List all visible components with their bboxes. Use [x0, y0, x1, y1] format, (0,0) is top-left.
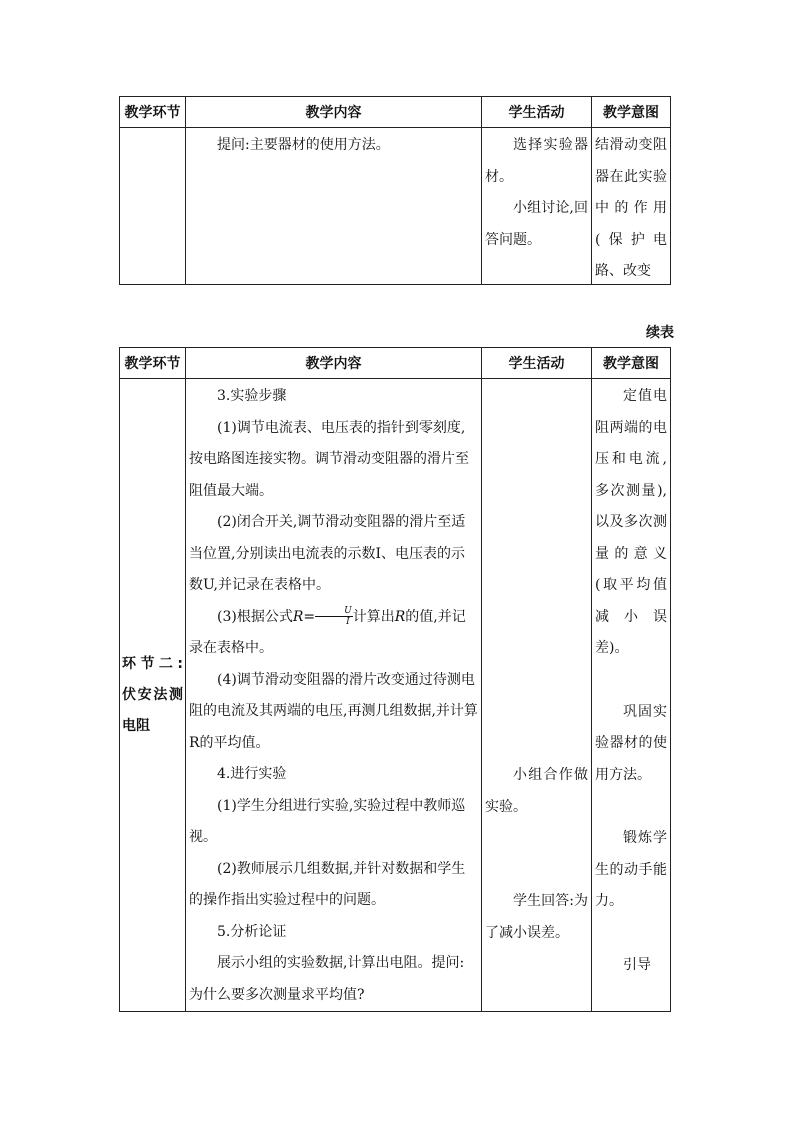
formula-var: R [292, 608, 304, 625]
intent-cell [592, 128, 671, 285]
formula-eq: = [303, 608, 316, 625]
header-student-activity: 学生活动 [482, 97, 592, 128]
student-paragraph: 小组合作做实验。 [485, 767, 588, 815]
continued-label: 续表 [646, 325, 674, 341]
content-step-3: 3.实验步骤 [217, 388, 287, 404]
header-content: 教学内容 [186, 348, 482, 379]
header-content: 教学内容 [186, 97, 482, 128]
student-paragraph: 选择实验器材。 [485, 137, 588, 185]
fraction-denominator: I [346, 617, 350, 627]
section-cell [120, 379, 186, 1012]
header-stage: 教学环节 [120, 348, 186, 379]
content-step-4: 4.进行实验 [217, 766, 287, 782]
formula-text: (3)根据公式 [217, 608, 293, 625]
header-intent: 教学意图 [592, 97, 671, 128]
intent-paragraph: 结滑动变阻器在此实验中的作用(保护电路、改变 [595, 137, 667, 279]
formula-text: 的值,并记录在表格中。 [189, 608, 466, 656]
student-paragraph: 学生回答:为了减小误差。 [485, 893, 588, 941]
content-paragraph: (1)学生分组进行实验,实验过程中教师巡视。 [189, 797, 466, 845]
content-cell [186, 128, 482, 285]
formula-fraction [315, 606, 353, 627]
content-paragraph: 展示小组的实验数据,计算出电阻。提问:为什么要多次测量求平均值? [189, 955, 465, 1003]
section-title: 环节二:伏安法测电阻 [122, 655, 183, 734]
fraction-numerator: U [315, 606, 353, 617]
student-cell [482, 128, 592, 285]
lesson-table-1 [119, 96, 671, 285]
intent-paragraph: 锻炼学生的动手能力。 [595, 830, 667, 909]
intent-paragraph: 引导 [623, 956, 651, 973]
intent-paragraph: 巩固实验器材的使用方法。 [595, 703, 667, 783]
content-cell [186, 379, 482, 1012]
student-cell [482, 379, 592, 1012]
content-paragraph: 提问:主要器材的使用方法。 [217, 137, 390, 153]
content-paragraph: (4)调节滑动变阻器的滑片改变通过待测电阻的电流及其两端的电压,再测几组数据,并计算R的平均值。 [189, 671, 478, 751]
header-intent: 教学意图 [592, 348, 671, 379]
formula-text: 计算出 [352, 608, 395, 625]
content-paragraph: (2)闭合开关,调节滑动变阻器的滑片至适当位置,分别读出电流表的示数I、电压表的示数U,并记录在表格中。 [189, 514, 466, 593]
stage-cell [120, 128, 186, 285]
content-paragraph: (2)教师展示几组数据,并针对数据和学生的操作指出实验过程中的问题。 [189, 860, 466, 908]
formula-var: R [394, 608, 406, 625]
content-step-5: 5.分析论证 [217, 923, 287, 940]
intent-paragraph: 定值电阻两端的电压和电流,多次测量),以及多次测量的意义(取平均值减小误差)。 [595, 388, 667, 656]
header-stage: 教学环节 [120, 97, 186, 128]
intent-cell [592, 379, 671, 1012]
content-paragraph: (1)调节电流表、电压表的指针到零刻度,按电路图连接实物。调节滑动变阻器的滑片至阻值最大端。 [189, 419, 469, 499]
content-formula-paragraph [189, 602, 478, 665]
lesson-table-2 [119, 347, 671, 1012]
student-paragraph: 小组讨论,回答问题。 [485, 200, 588, 248]
header-student-activity: 学生活动 [482, 348, 592, 379]
